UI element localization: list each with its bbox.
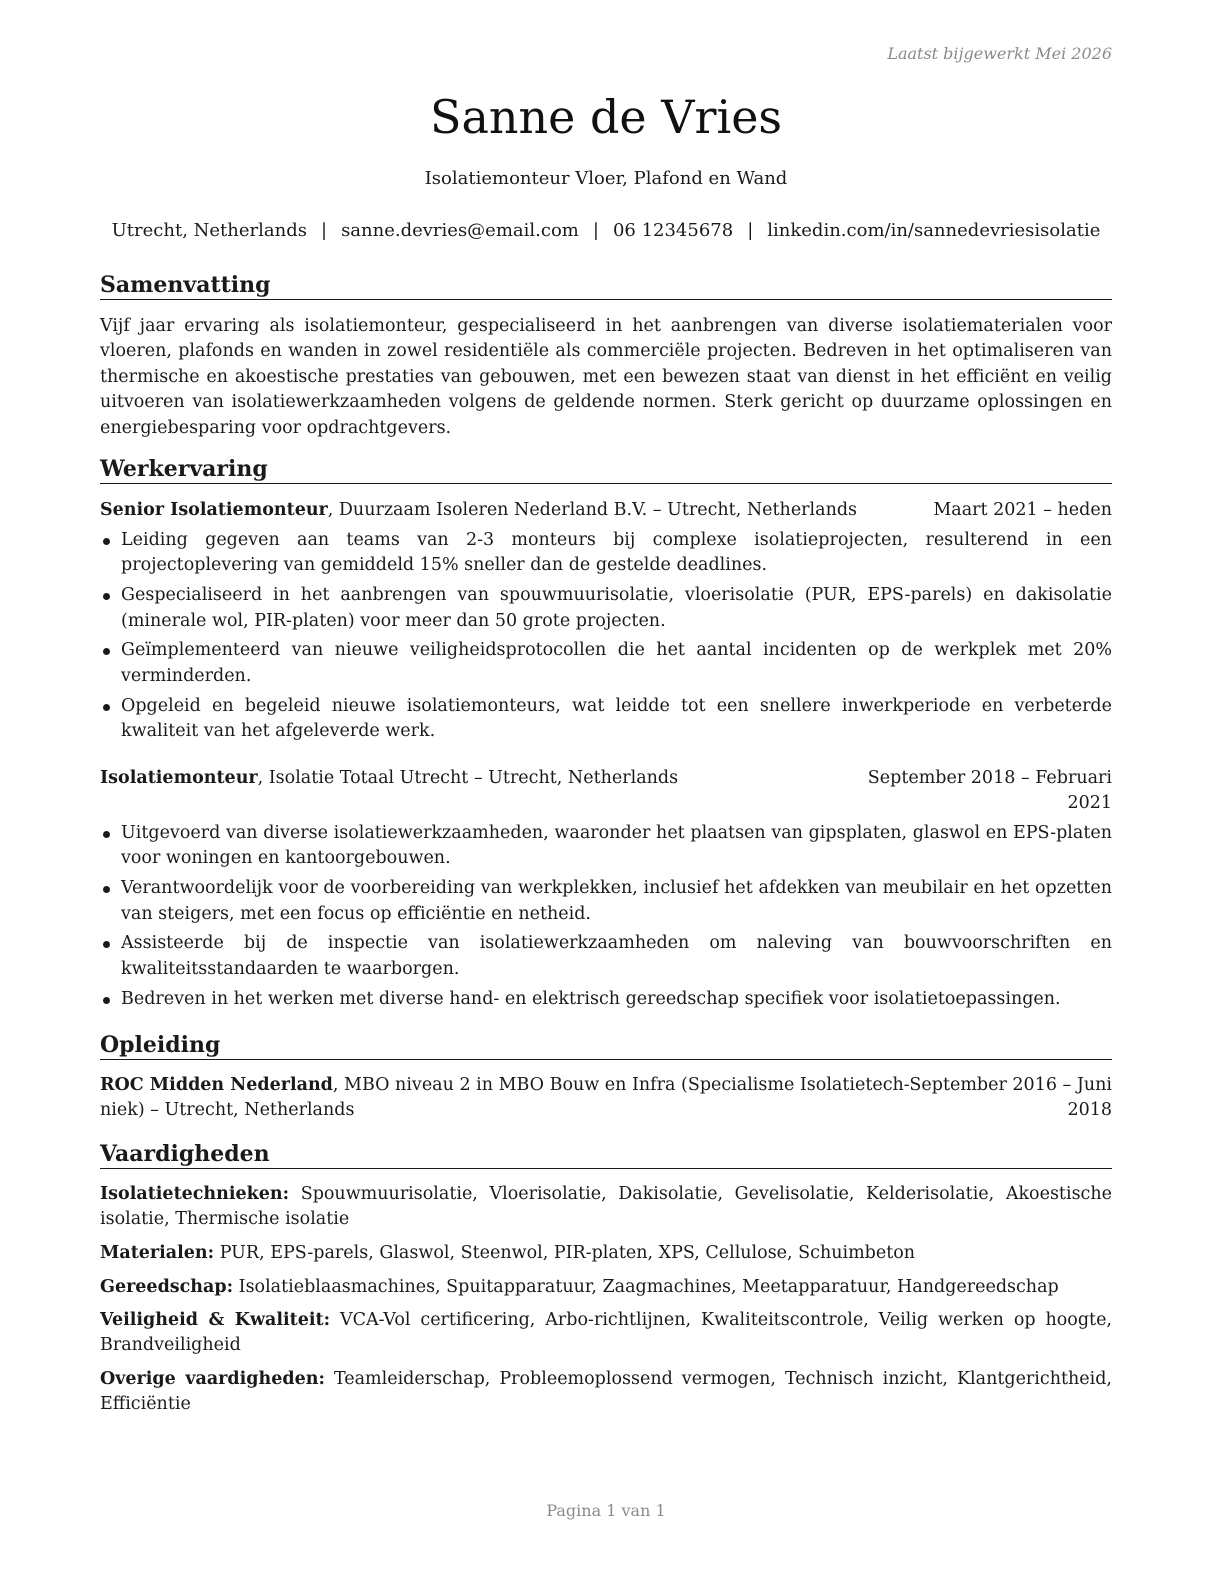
skill-row <box>100 1367 1112 1418</box>
skill-value: Isolatieblaasmachines, Spuitapparatuur, Zaagmachines, Meetapparatuur, Handgereedschap <box>238 1277 1059 1297</box>
skill-label: Veiligheid & Kwaliteit: <box>100 1310 331 1330</box>
skill-value: Teamleiderschap, Probleemoplossend vermogen, Technisch inzicht, Klantgerichtheid, Efficiëntie <box>100 1369 1112 1415</box>
job-role: Senior Isolatiemonteur <box>100 500 328 520</box>
contact-linkedin[interactable]: linkedin.com/in/sannedevriesisolatie <box>767 220 1101 241</box>
skill-value: VCA-Vol certificering, Arbo-richtlijnen, Kwaliteitscontrole, Veilig werken op hoogte, Brandveiligheid <box>100 1310 1112 1356</box>
contact-location: Utrecht, Netherlands <box>111 220 307 241</box>
list-item: Verantwoordelijk voor de voorbereiding van werkplekken, inclusief het afdekken van meubilair en het opzetten van steigers, met een focus op efficiëntie en netheid. <box>100 876 1112 927</box>
education-dates: September 2016 – Juni 2018 <box>909 1075 1112 1121</box>
list-item: Leiding gegeven aan teams van 2-3 monteurs bij complexe isolatieprojecten, resulterend in een projectoplevering van gemiddeld 15% sneller dan de gestelde deadlines. <box>100 528 1112 579</box>
skill-row <box>100 1241 1112 1266</box>
job-role: Isolatiemonteur <box>100 768 258 788</box>
bullet-icon <box>103 831 110 838</box>
skills-heading: Vaardigheden <box>100 1140 1112 1169</box>
job-company: , Duurzaam Isoleren Nederland B.V. – Utrecht, Netherlands <box>327 500 858 520</box>
skill-row <box>100 1275 1112 1300</box>
list-item: Opgeleid en begeleid nieuwe isolatiemonteurs, wat leidde tot een snellere inwerkperiode en verbeterde kwaliteit van het afgeleverde werk. <box>100 694 1112 745</box>
contact-separator: | <box>320 220 328 241</box>
bullet-icon <box>103 886 110 893</box>
skill-label: Materialen: <box>100 1243 215 1263</box>
bullet-icon <box>103 593 110 600</box>
contact-line <box>90 218 1122 244</box>
skill-value: PUR, EPS-parels, Glaswol, Steenwol, PIR-platen, XPS, Cellulose, Schuimbeton <box>219 1243 916 1263</box>
contact-separator: | <box>592 220 599 241</box>
skill-label: Isolatietechnieken: <box>100 1184 290 1204</box>
contact-phone[interactable]: 06 12345678 <box>612 220 734 241</box>
job-company: , Isolatie Totaal Utrecht – Utrecht, Netherlands <box>257 768 679 788</box>
job-bullets <box>100 528 1112 749</box>
list-item: Gespecialiseerd in het aanbrengen van spouwmuurisolatie, vloerisolatie (PUR, EPS-parels) en dakisolatie (minerale wol, PIR-platen) voor meer dan 50 grote projecten. <box>100 583 1112 634</box>
job-dates: September 2018 – Februari 2021 <box>867 768 1112 814</box>
bullet-icon <box>103 997 110 1004</box>
contact-separator: | <box>747 220 754 241</box>
experience-heading: Werkervaring <box>100 455 1112 484</box>
skill-row <box>100 1308 1112 1359</box>
last-updated: Laatst bijgewerkt Mei 2026 <box>887 44 1112 63</box>
list-item: Geïmplementeerd van nieuwe veiligheidsprotocollen die het aantal incidenten op de werkplek met 20% verminderden. <box>100 638 1112 689</box>
candidate-name: Sanne de Vries <box>429 90 783 144</box>
skill-row <box>100 1182 1112 1233</box>
job-bullets <box>100 821 1112 1016</box>
education-heading: Opleiding <box>100 1031 1112 1060</box>
bullet-icon <box>103 941 110 948</box>
skill-label: Gereedschap: <box>100 1277 234 1297</box>
list-item: Uitgevoerd van diverse isolatiewerkzaamheden, waaronder het plaatsen van gipsplaten, glaswol en EPS-platen voor woningen en kantoorgebouwen. <box>100 821 1112 872</box>
list-item: Bedreven in het werken met diverse hand- en elektrisch gereedschap specifiek voor isolatietoepassingen. <box>100 987 1112 1012</box>
page-footer: Pagina 1 van 1 <box>546 1501 666 1520</box>
bullet-icon <box>103 704 110 711</box>
bullet-icon <box>103 648 110 655</box>
headline: Isolatiemonteur Vloer, Plafond en Wand <box>424 168 788 189</box>
skill-label: Overige vaardigheden: <box>100 1369 325 1389</box>
list-item: Assisteerde bij de inspectie van isolatiewerkzaamheden om naleving van bouwvoorschriften en kwaliteitsstandaarden te waarborgen. <box>100 931 1112 982</box>
education-school: ROC Midden Nederland <box>100 1075 333 1095</box>
contact-email[interactable]: sanne.devries@email.com <box>341 220 579 241</box>
skill-value: Spouwmuurisolatie, Vloerisolatie, Dakisolatie, Gevelisolatie, Kelderisolatie, Akoestische isolatie, Thermische isolatie <box>100 1184 1112 1230</box>
education-program-continued: niek) – Utrecht, Netherlands <box>100 1100 355 1121</box>
summary-text: Vijf jaar ervaring als isolatiemonteur, gespecialiseerd in het aanbrengen van diverse isolatiematerialen voor vloeren, plafonds en wanden in zowel residentiële als commerciële projecten. Bedreven in het optimaliseren van thermische en akoestische prestaties van gebouwen, met een bewezen staat van dienst in het efficiënt en veilig uitvoeren van isolatiewerkzaamheden volgens de geldende normen. Sterk gericht op duurzame oplossingen en energiebesparing voor opdrachtgevers. <box>100 316 1112 438</box>
education-program: , MBO niveau 2 in MBO Bouw en Infra (Specialisme Isolatietech- <box>332 1075 910 1095</box>
summary-heading: Samenvatting <box>100 271 1112 300</box>
resume-page <box>100 0 1112 1584</box>
bullet-icon <box>103 538 110 545</box>
job-dates: Maart 2021 – heden <box>933 500 1112 520</box>
